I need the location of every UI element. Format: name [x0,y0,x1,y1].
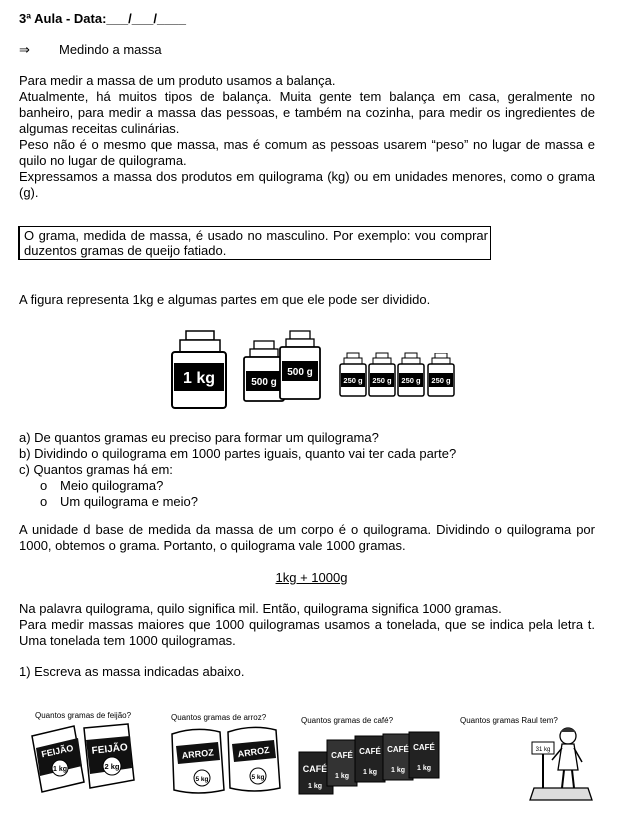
intro-line-1: Para medir a massa de um produto usamos a balança. [19,73,336,88]
bullet-icon: o [40,478,48,493]
arroz-caption: Quantos gramas de arroz? [171,713,267,722]
question-c-list [19,478,595,510]
weight-250g-b-label: 250 g [372,376,392,385]
feijao-bag-2 [84,724,134,788]
ton-text: Para medir massas maiores que 1000 quilogramas usamos a tonelada, que se indica pela letra t. Uma tonelada tem 1000 quilogramas. [19,617,595,648]
note-box [18,226,491,260]
raul-on-scale [526,724,596,804]
feijao-amount-2: 2 kg [104,762,120,771]
weight-250g-b [369,353,395,396]
cafe-amount-5: 1 kg [416,765,432,772]
arroz-amount-1: 5 kg [195,776,209,783]
intro-text [19,73,595,201]
cafe-label-1: CAFÉ [302,764,328,774]
weight-250g-a [340,353,366,396]
cafe-label-2: CAFÉ [331,751,353,760]
bullet-icon: o [40,494,48,509]
cafe-caption: Quantos gramas de café? [301,716,394,725]
formula-wrap [0,570,623,586]
page-title: 3ª Aula - Data:___/___/____ [19,11,186,26]
cafe-pack-2 [327,740,357,786]
figure-description: A figura representa 1kg e algumas partes em que ele pode ser dividido. [19,292,431,307]
question-c: c) Quantos gramas há em: [19,462,173,477]
feijao-label-2: FEIJÃO [91,742,129,757]
weight-1kg-label: 1 kg [182,370,216,387]
cafe-label-4: CAFÉ [387,745,409,754]
cafe-packs [297,728,443,798]
cafe-pack-3 [355,736,385,782]
list-item: o Meio quilograma? [40,478,164,493]
arroz-label-2: ARROZ [237,744,271,760]
arroz-bag-2 [228,727,280,791]
weight-500g-b [280,331,320,399]
section-title: Medindo a massa [59,42,162,57]
question-b: b) Dividindo o quilograma em 1000 partes iguais, quanto vai ter cada parte? [19,446,457,461]
feijao-amount-1: 1 kg [52,766,68,773]
unit-explanation: A unidade d base de medida da massa de um corpo é o quilograma. Dividindo o quilograma por 1000, obtemos o grama. Portanto, o quilograma vale 1000 gramas. [19,522,595,553]
weight-250g-c-label: 250 g [401,376,421,385]
cafe-amount-2: 1 kg [334,773,350,780]
feijao-bags [28,722,138,794]
formula: 1kg + 1000g [275,570,348,585]
raul-caption: Quantos gramas Raul tem? [460,716,558,725]
cafe-label-5: CAFÉ [413,743,435,752]
questions [19,430,595,510]
intro-line-4: Expressamos a massa dos produtos em quilograma (kg) ou em unidades menores, como o grama (g). [19,169,595,200]
feijao-caption: Quantos gramas de feijão? [35,711,132,720]
weight-250g-a-label: 250 g [343,376,363,385]
intro-line-2: Atualmente, há muitos tipos de balança. Muita gente tem balança em casa, geralmente no banheiro, para medir a massa das pessoas, e também na cozinha, para medir os ingredientes de algumas receitas culinárias. [19,89,595,136]
weight-500g-a [244,341,284,401]
note-text: O grama, medida de massa, é usado no masculino. Por exemplo: vou comprar duzentos gramas de queijo fatiado. [24,228,488,258]
weight-500g-a-label: 500 g [251,377,277,388]
cafe-pack-5 [409,732,439,778]
list-item: o Um quilograma e meio? [40,494,199,509]
arroz-amount-2: 5 kg [251,774,265,781]
weights-figure [168,325,430,411]
exercise-prompt: 1) Escreva as massa indicadas abaixo. [19,664,245,679]
arroz-label-1: ARROZ [181,747,215,761]
arroz-bags [166,724,284,796]
feijao-bag-1 [32,726,84,792]
weight-250g-c [398,353,424,396]
question-a: a) De quantos gramas eu preciso para formar um quilograma? [19,430,379,445]
kilo-text: Na palavra quilograma, quilo significa mil. Então, quilograma significa 1000 gramas. [19,601,502,616]
section-heading [19,42,595,58]
weight-500g-b-label: 500 g [287,367,313,378]
weight-250g-d-label: 250 g [431,376,451,385]
weight-250g-d [426,353,456,399]
cafe-amount-3: 1 kg [362,769,378,776]
cafe-amount-1: 1 kg [307,783,323,790]
feijao-label-1: FEIJÃO [40,742,75,760]
arroz-bag-1 [172,729,224,793]
cafe-label-3: CAFÉ [359,747,381,756]
intro-line-3: Peso não é o mesmo que massa, mas é comum as pessoas usarem “peso” no lugar de massa e quilo no lugar de quilograma. [19,137,595,168]
scale-display: 31 kg [535,747,551,753]
arrow-icon: ⇒ [19,42,30,57]
cafe-amount-4: 1 kg [390,767,406,774]
weight-1kg [172,331,226,408]
